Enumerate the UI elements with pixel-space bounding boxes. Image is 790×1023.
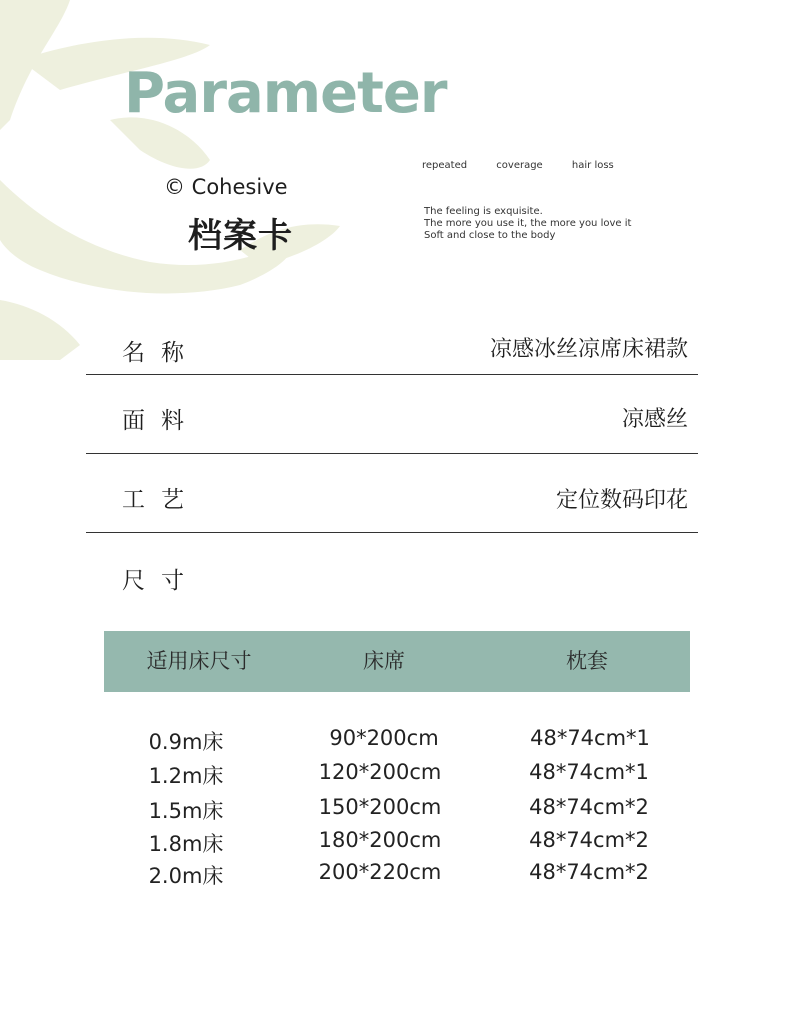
column-header-mat: 床席	[363, 649, 405, 673]
size-table-header	[104, 631, 690, 692]
cell-pillowcase: 48*74cm*2	[529, 795, 649, 819]
spec-row-size	[86, 532, 698, 602]
column-header-pillowcase: 枕套	[566, 649, 608, 673]
cell-pillowcase: 48*74cm*2	[529, 860, 649, 884]
cell-mat: 180*200cm	[318, 828, 442, 852]
tag-hair-loss: hair loss	[571, 160, 614, 171]
spec-label: 工艺	[122, 487, 200, 513]
column-header-bed-size: 适用床尺寸	[146, 649, 252, 673]
page-title: Parameter	[124, 61, 447, 126]
tag-coverage: coverage	[496, 160, 543, 171]
brand-subtitle: 档案卡	[188, 216, 293, 256]
cell-bed-size: 0.9m床	[148, 730, 224, 754]
spec-row-name	[86, 320, 698, 375]
brand-name: © Cohesive	[164, 175, 288, 199]
spec-label: 名称	[122, 340, 200, 366]
tag-repeated: repeated	[422, 160, 468, 171]
cell-bed-size: 1.8m床	[148, 832, 224, 856]
spec-label: 面料	[122, 408, 200, 434]
spec-row-craft	[86, 453, 698, 533]
tagline-line: The feeling is exquisite.	[424, 206, 543, 217]
tagline-line: The more you use it, the more you love it	[424, 218, 632, 229]
cell-pillowcase: 48*74cm*1	[529, 760, 649, 784]
spec-row-fabric	[86, 374, 698, 454]
cell-bed-size: 1.2m床	[148, 764, 224, 788]
cell-pillowcase: 48*74cm*1	[530, 726, 650, 750]
cell-bed-size: 2.0m床	[148, 864, 224, 888]
feature-tags	[422, 160, 640, 171]
cell-pillowcase: 48*74cm*2	[529, 828, 649, 852]
cell-mat: 150*200cm	[318, 795, 442, 819]
cell-mat: 200*220cm	[318, 860, 442, 884]
tagline-line: Soft and close to the body	[424, 230, 556, 241]
spec-value: 凉感冰丝凉席床裙款	[489, 337, 688, 362]
spec-value: 定位数码印花	[555, 488, 688, 513]
tagline	[424, 206, 631, 242]
spec-label: 尺寸	[122, 568, 200, 594]
spec-value: 凉感丝	[621, 407, 688, 432]
cell-bed-size: 1.5m床	[148, 799, 224, 823]
cell-mat: 120*200cm	[318, 760, 442, 784]
cell-mat: 90*200cm	[329, 726, 439, 750]
